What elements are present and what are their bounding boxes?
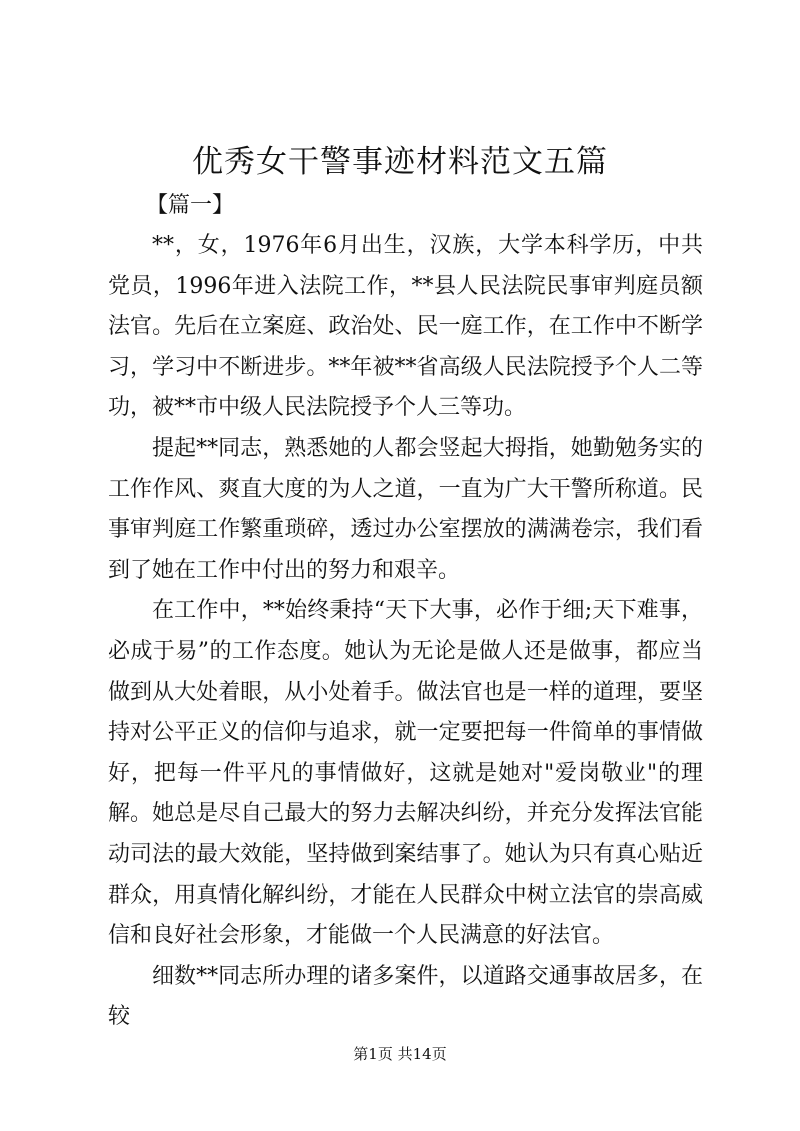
- paragraph-3: 在工作中，**始终秉持“天下大事，必作于细;天下难事，必成于易”的工作态度。她认为无论是做人还是做事，都应当做到从大处着眼，从小处着手。做法官也是一样的道理，要坚持对公平正义的信仰与追求，就一定要把每一件简单的事情做好，把每一件平凡的事情做好，这就是她对"爱岗敬业"的理解。她总是尽自己最大的努力去解决纠纷，并充分发挥法官能动司法的最大效能，坚持做到案结事了。她认为只有真心贴近群众，用真情化解纠纷，才能在人民群众中树立法官的崇高威信和良好社会形象，才能做一个人民满意的好法官。: [108, 598, 703, 949]
- paragraph-2: 提起**同志，熟悉她的人都会竖起大拇指，她勤勉务实的工作作风、爽直大度的为人之道，一直为广大干警所称道。民事审判庭工作繁重琐碎，透过办公室摆放的满满卷宗，我们看到了她在工作中付出的努力和艰辛。: [108, 435, 703, 583]
- page-footer: 第1页 共14页: [353, 1045, 447, 1063]
- section-heading: 【篇一】: [146, 193, 235, 218]
- document-title: 优秀女干警事迹材料范文五篇: [192, 144, 608, 180]
- document-body: [108, 226, 703, 1038]
- paragraph-1: **，女，1976年6月出生，汉族，大学本科学历，中共党员，1996年进入法院工作，**县人民法院民事审判庭员额法官。先后在立案庭、政治处、民一庭工作，在工作中不断学习，学习中不断进步。**年被**省高级人民法院授予个人二等功，被**市中级人民法院授予个人三等功。: [108, 233, 703, 421]
- paragraph-4: 细数**同志所办理的诸多案件，以道路交通事故居多，在较: [108, 963, 703, 1030]
